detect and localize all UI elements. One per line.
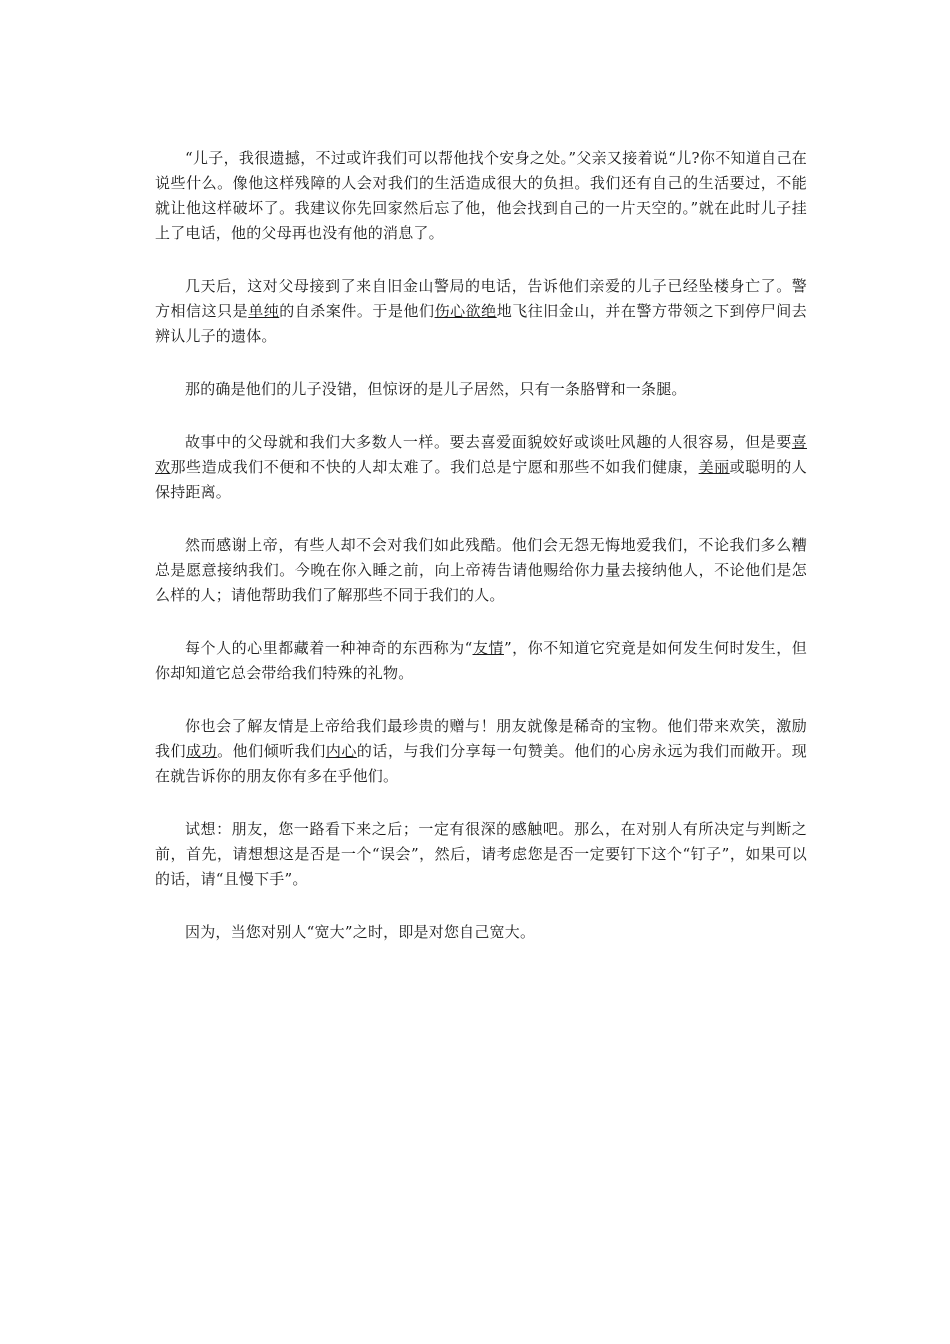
paragraph-1: [155, 146, 807, 246]
paragraph-3: [155, 377, 807, 402]
text-segment: 的自杀案件。于是他们: [279, 302, 435, 320]
text-segment: 那的确是他们的儿子没错，但惊讶的是儿子居然，只有一条胳臂和一条腿。: [185, 380, 687, 398]
text-segment: 故事中的父母就和我们大多数人一样。要去喜爱面貌姣好或谈吐风趣的人很容易，但是要: [185, 433, 792, 451]
text-segment: 。他们倾听我们: [217, 742, 326, 760]
text-segment: ”，你不知道它究竟是如何发生何时发生，但你却知道它总会带给我们特殊的礼物。: [155, 639, 808, 682]
text-segment: 试想：朋友，您一路看下来之后；一定有很深的感触吧。那么，在对别人有所决定与判断之前，首先，请想想这是否是一个“误会”，然后，请考虑您是否一定要钉下这个“钉子”，如果可以的话，请“且慢下手”。: [155, 820, 807, 888]
link-neixin[interactable]: 内心: [325, 742, 357, 760]
paragraph-8: [155, 817, 807, 892]
link-meili[interactable]: 美丽: [698, 458, 730, 476]
text-segment: 那些造成我们不便和不快的人却太难了。我们总是宁愿和那些不如我们健康，: [170, 458, 699, 476]
document-page: [155, 146, 807, 973]
text-segment: 因为，当您对别人“宽大”之时，即是对您自己宽大。: [185, 923, 536, 941]
link-youqing[interactable]: 友情: [472, 639, 504, 657]
paragraph-5: [155, 533, 807, 608]
text-segment: “儿子，我很遗撼，不过或许我们可以帮他找个安身之处。”父亲又接着说“儿?你不知道自己在说些什么。像他这样残障的人会对我们的生活造成很大的负担。我们还有自己的生活要过，不能就让他这样破坏了。我建议你先回家然后忘了他，他会找到自己的一片天空的。”就在此时儿子挂上了电话，他的父母再也没有他的消息了。: [155, 149, 807, 242]
link-danchun[interactable]: 单纯: [248, 302, 280, 320]
link-xihuan[interactable]: 喜欢: [155, 433, 807, 476]
paragraph-7: [155, 714, 807, 789]
text-segment: 每个人的心里都藏着一种神奇的东西称为“: [185, 639, 473, 657]
paragraph-2: [155, 274, 807, 349]
text-segment: 的话，与我们分享每一句赞美。他们的心房永远为我们而敞开。现在就告诉你的朋友你有多在乎他们。: [155, 742, 807, 785]
link-shangxinyujue[interactable]: 伤心欲绝: [434, 302, 497, 320]
text-segment: 或聪明的人保持距离。: [155, 458, 807, 501]
paragraph-6: [155, 636, 807, 686]
text-segment: 你也会了解友情是上帝给我们最珍贵的赠与！朋友就像是稀奇的宝物。他们带来欢笑，激励我们: [155, 717, 807, 760]
text-segment: 几天后，这对父母接到了来自旧金山警局的电话，告诉他们亲爱的儿子已经坠楼身亡了。警方相信这只是: [155, 277, 807, 320]
paragraph-9: [155, 920, 807, 945]
text-segment: 地飞往旧金山，并在警方带领之下到停尸间去辨认儿子的遗体。: [155, 302, 807, 345]
text-segment: 然而感谢上帝，有些人却不会对我们如此残酷。他们会无怨无悔地爱我们，不论我们多么糟总是愿意接纳我们。今晚在你入睡之前，向上帝祷告请他赐给你力量去接纳他人，不论他们是怎么样的人；请他帮助我们了解那些不同于我们的人。: [155, 536, 807, 604]
paragraph-4: [155, 430, 807, 505]
link-chenggong[interactable]: 成功: [186, 742, 218, 760]
